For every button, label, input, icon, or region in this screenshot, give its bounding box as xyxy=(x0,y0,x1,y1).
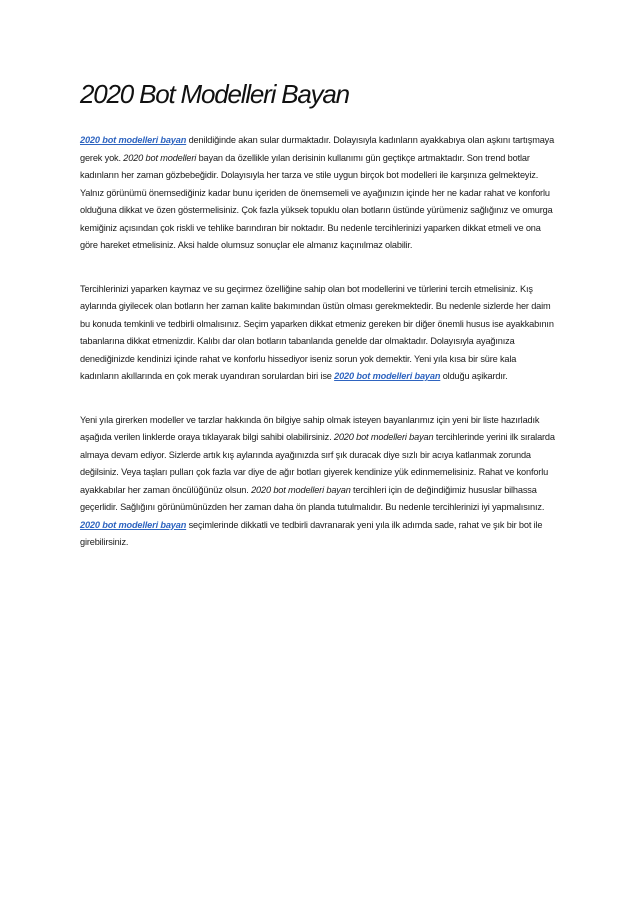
paragraph-3-text-c: tercihleri için de değindiğimiz hususlar bilhassa geçerlidir. Sağlığını görünümünüzden her zaman daha ön planda tutulmalıdır. Bu nedenle tercihlerinizi iyi yapmalısınız. xyxy=(80,484,545,512)
paragraph-1 xyxy=(80,132,556,255)
paragraph-2 xyxy=(80,281,556,386)
paragraph-1-text-a: denildiğinde akan sular durmaktadır. Dolayısıyla kadınların ayakkabıya olan aşkını tartışmaya gerek yok. xyxy=(80,135,555,163)
page-title: 2020 Bot Modelleri Bayan xyxy=(80,79,349,109)
paragraph-3-text-d: seçimlerinde dikkatli ve tedbirli davranarak yeni yıla ilk adımda sade, rahat ve şık bir bot ile girebilirsiniz. xyxy=(80,519,543,547)
paragraph-2-text-b: olduğu aşikardır. xyxy=(440,371,508,381)
paragraph-3 xyxy=(80,412,556,552)
keyword-link[interactable]: 2020 bot modelleri bayan xyxy=(80,135,187,145)
paragraph-3-text-b: tercihlerinde yerini ilk sıralarda almaya devam ediyor. Sizlerde artık kış aylarında ayağınızda sırf şık duracak diye sızlı bir acıya katlanmak zorunda değilsiniz. Veya taşları pulları çok fazla var diye de ağır botları giyerek kendinize yük edinmemelisiniz. Rahat ve konforlu ayakkabılar her zaman öncülüğünüz olsun. xyxy=(80,432,555,495)
paragraph-1-text-b: bayan da özellikle yılan derisinin kullanımı gün geçtikçe artmaktadır. Son trend botlar kadınların her zaman gözbebeğidir. Dolayısıyla her tarza ve stile uygun birçok bot modelleri ile karşınıza gelmekteyiz. Yalnız görünümü önemsediğiniz kadar bunu içeriden de önemsemeli ve ayağınızın içinde her ne kadar rahat ve konforlu olduğuna dikkat ve özen göstermelisiniz. Çok fazla yüksek topuklu olan botların üstünde yürümeniz sağlığınız ve omurga kemiğiniz açısından çok riskli ve tehlike barındıran bir noktadır. Bu nedenle tercihlerinizi yaparken dikkat etmeli ve ona göre hareket etmelisiniz. Aksi halde olumsuz sonuçlar ele almanız kaçınılmaz olabilir. xyxy=(80,152,553,250)
keyword-link[interactable]: 2020 bot modelleri bayan xyxy=(80,519,187,530)
paragraph-3-text-a: Yeni yıla girerken modeller ve tarzlar hakkında ön bilgiye sahip olmak isteyen bayanlarımız için yeni bir liste hazırladık aşağıda verilen linklerde oraya tıklayarak bilgi sahibi olabilirsiniz. xyxy=(80,414,540,442)
keyword-emphasis: 2020 bot modelleri bayan xyxy=(333,432,434,442)
keyword-link[interactable]: 2020 bot modelleri bayan xyxy=(334,371,441,381)
keyword-emphasis: 2020 bot modelleri xyxy=(123,152,197,163)
keyword-emphasis: 2020 bot modelleri bayan xyxy=(251,484,351,495)
document-page xyxy=(80,78,556,578)
paragraph-2-text-a: Tercihlerinizi yaparken kaymaz ve su geçirmez özelliğine sahip olan bot modellerini ve türlerini tercih etmelisiniz. Kış aylarında giyilecek olan botların her zaman kalite bakımından üstün olması gerekmektedir. Bu nedenle sizlerde her daim bu konuda temkinli ve tedbirli olmalısınız. Seçim yaparken dikkat etmeniz gereken bir diğer önemli husus ise ayakkabının tabanlarına dikkat etmenizdir. Kalıbı dar olan botların tabanlarıda genelde dar olmaktadır. Dolayısıyla ayağınıza denediğinizde kendinizi içinde rahat ve konforlu hissediyor iseniz sorun yok demektir. Yeni yıla kısa bir süre kala kadınların akıllarında en çok merak uyandıran sorulardan biri ise xyxy=(80,283,554,381)
